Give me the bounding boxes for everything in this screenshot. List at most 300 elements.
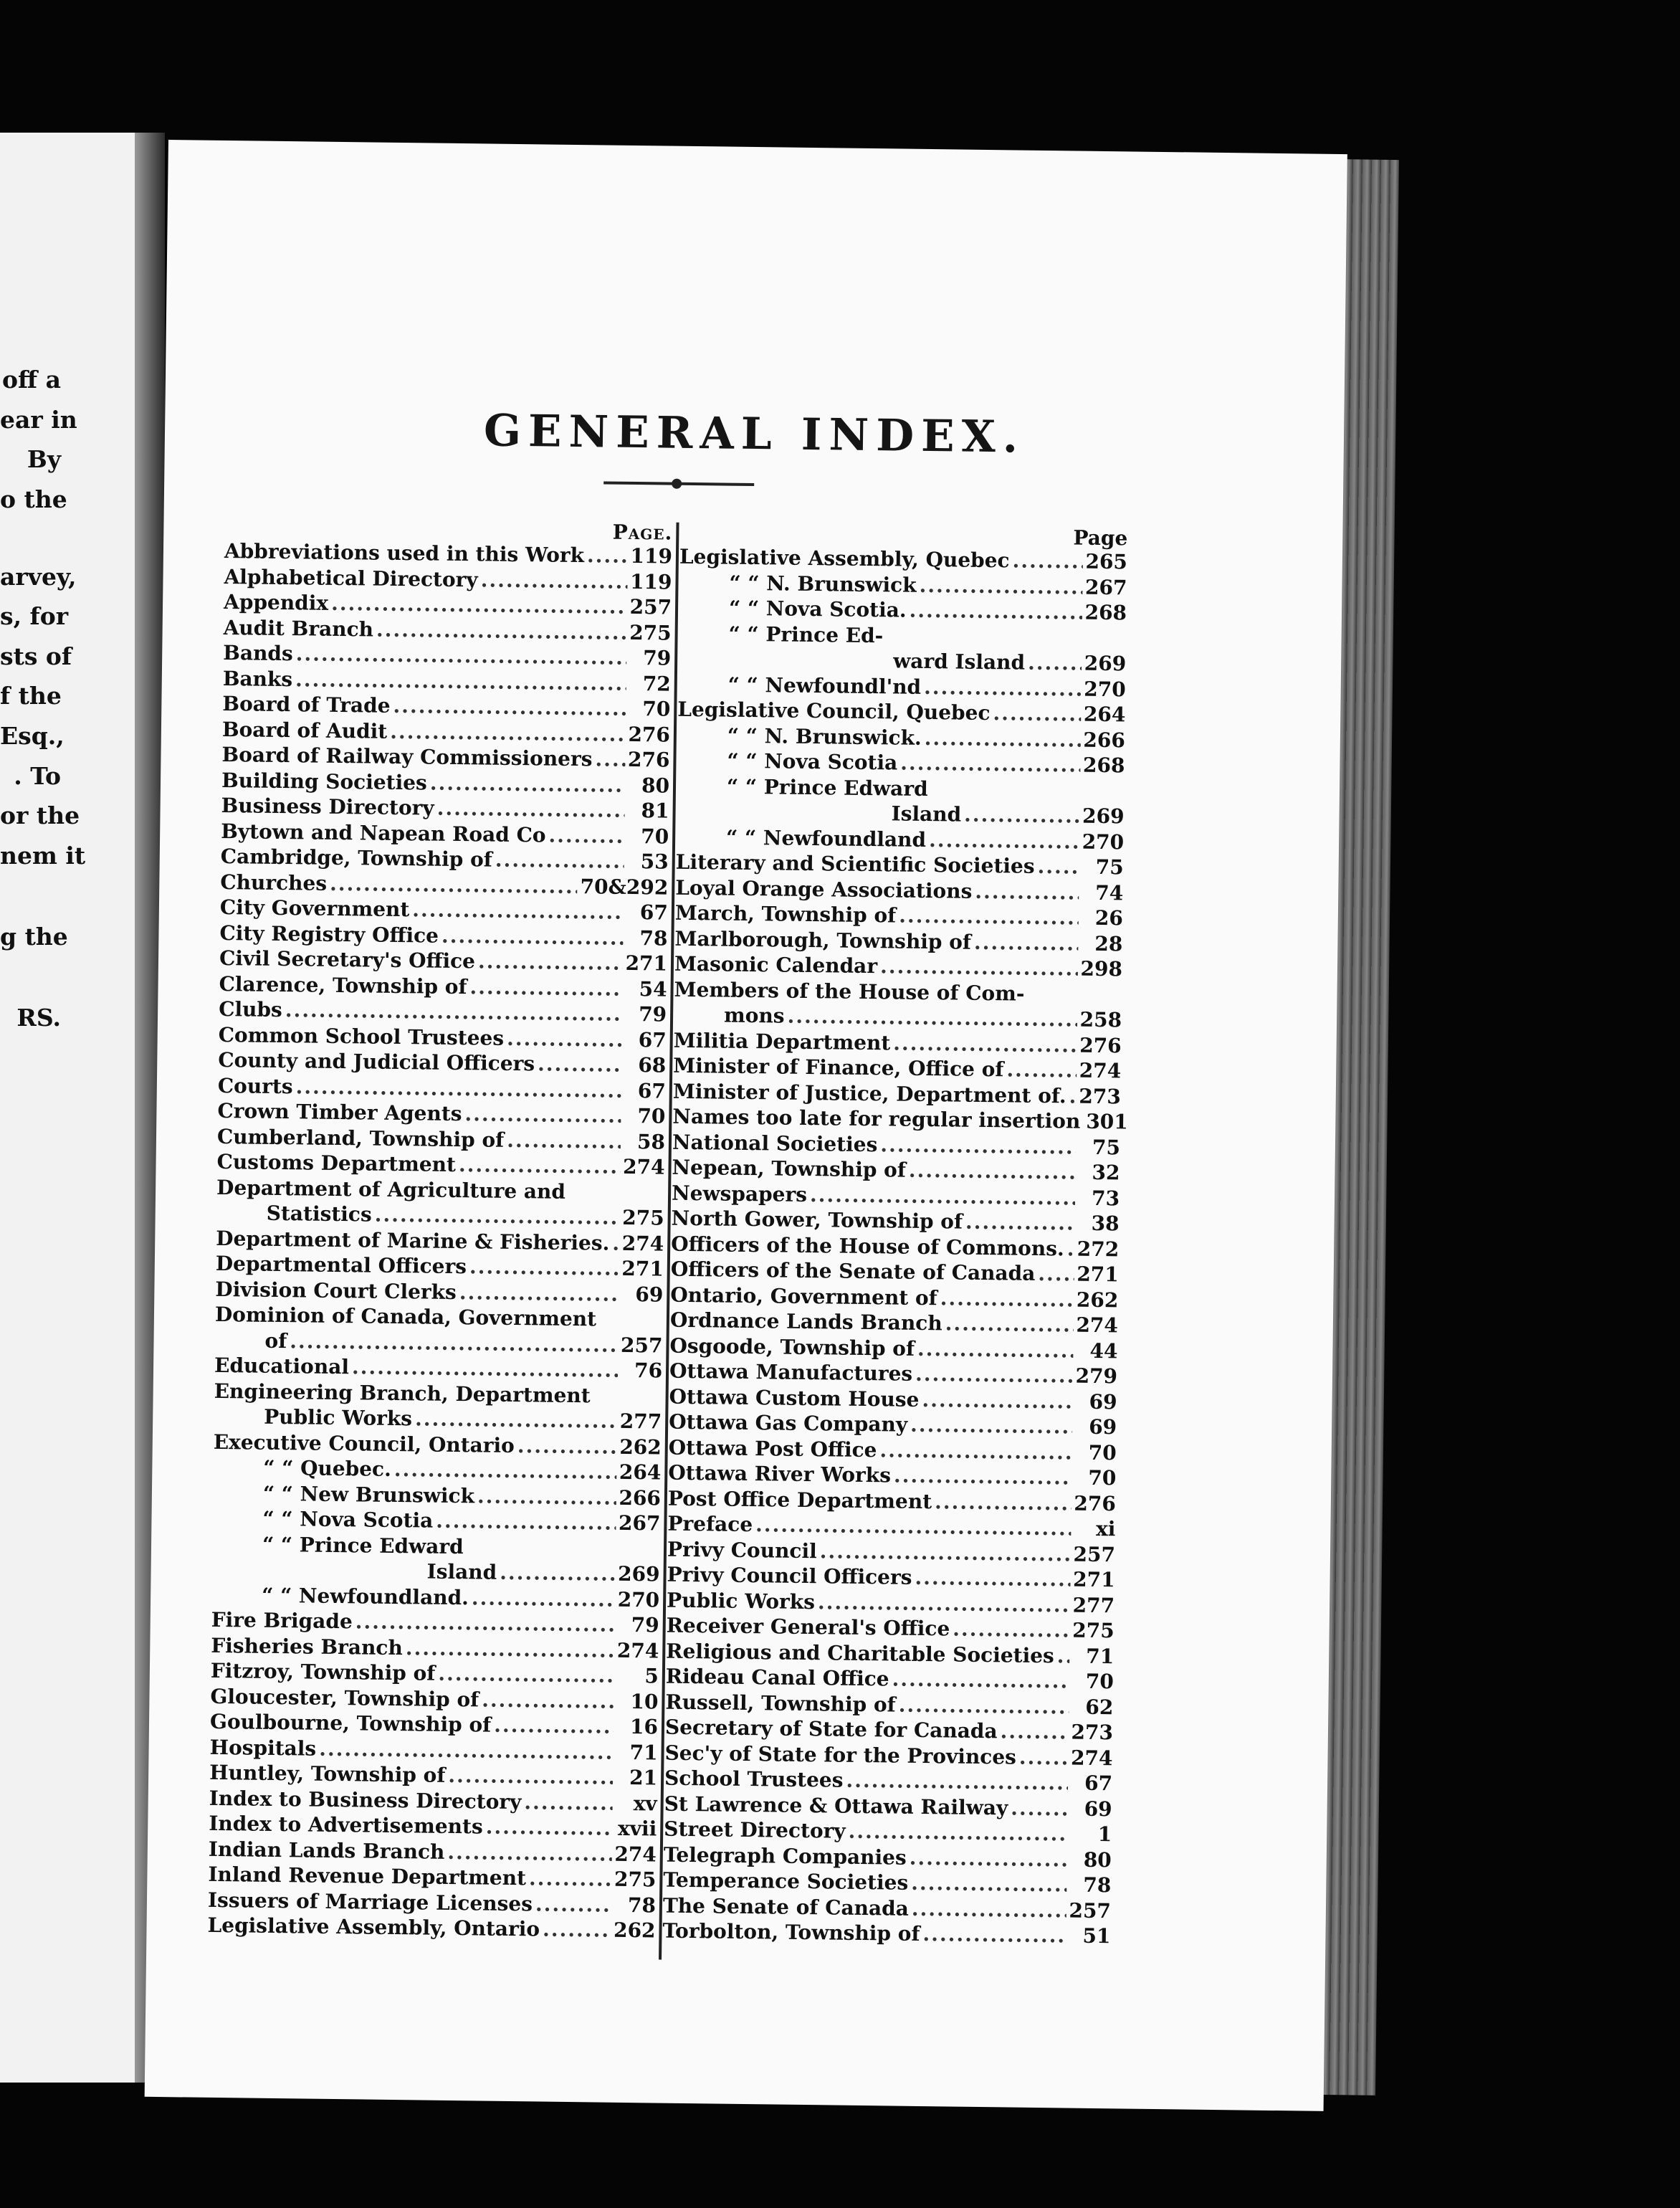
leader-dots (922, 1921, 1066, 1948)
leader-dots (818, 1589, 1070, 1618)
leader-dots (1019, 1744, 1069, 1770)
index-entry-title: Business Directory (221, 793, 434, 820)
index-entry-page: 258 (1079, 1007, 1122, 1032)
leader-dots (595, 746, 625, 772)
leader-dots (1057, 1643, 1070, 1669)
index-entry-title: Religious and Charitable Societies (666, 1639, 1054, 1667)
leader-dots (352, 1354, 619, 1383)
leader-dots (1006, 1057, 1077, 1083)
leader-dots (915, 1361, 1073, 1389)
leader-dots (469, 974, 622, 1001)
leader-dots (1028, 650, 1082, 676)
leader-dots (538, 1051, 622, 1077)
index-entry-page: 67 (1084, 1771, 1113, 1796)
index-entry-page: 1 (1097, 1822, 1112, 1847)
leader-dots (478, 948, 623, 976)
index-entry-title: Privy Council (667, 1537, 817, 1563)
index-entry-title: Index to Advertisements (209, 1811, 483, 1839)
index-entry-title: Common School Trustees (218, 1022, 505, 1050)
index-entry-title: Minister of Finance, Office of (673, 1053, 1004, 1082)
leader-dots (319, 1736, 614, 1765)
index-entry-page: 277 (1072, 1593, 1115, 1617)
index-entry-title: Newspapers (671, 1181, 808, 1207)
leader-dots (820, 1538, 1071, 1567)
index-entry-title: Division Court Clerks (215, 1277, 457, 1304)
index-entry-title: “ “ N. Brunswick. (727, 723, 922, 750)
index-entry-title: Public Works (264, 1404, 413, 1431)
leader-dots (924, 674, 1082, 701)
index-entry-page: 53 (640, 850, 669, 874)
leader-dots (394, 1457, 616, 1485)
left-page-fragment: o the (0, 485, 67, 513)
index-entry-page: 70 (1088, 1465, 1117, 1490)
index-entry-title: Members of the House of Com- (674, 977, 1025, 1006)
index-entry-title: Sec'y of State for the Provinces (664, 1741, 1017, 1769)
index-entry-page: 69 (1088, 1414, 1117, 1440)
leader-dots (406, 1635, 614, 1663)
index-entry-title: Receiver General's Office (666, 1613, 950, 1641)
index-entry-title: City Registry Office (219, 920, 439, 948)
leader-dots (945, 1310, 1073, 1338)
index-entry-page: 70 (637, 1104, 666, 1128)
index-entry-title: Board of Audit (221, 717, 388, 743)
leader-dots (355, 1609, 615, 1637)
index-entry-page: 275 (1072, 1618, 1115, 1643)
index-entry-page: 275 (614, 1867, 657, 1892)
index-entry-page: 276 (1079, 1033, 1122, 1057)
left-page-fragment: off a (2, 366, 61, 394)
index-entry-title: Privy Council Officers (667, 1562, 912, 1589)
leader-dots (925, 725, 1081, 752)
leader-dots (412, 897, 624, 925)
index-entry-title: Ottawa River Works (668, 1460, 892, 1488)
index-entry-title: Post Office Department (667, 1486, 932, 1513)
index-entry-page: 274 (1070, 1746, 1113, 1770)
leader-dots (929, 827, 1079, 855)
index-entry-title: Island (426, 1559, 497, 1584)
index-entry-page: 44 (1089, 1338, 1118, 1363)
index-entry-page: 51 (1082, 1923, 1111, 1948)
index-column-left (207, 517, 672, 1943)
leader-dots (482, 1687, 614, 1714)
index-entry-title: Ottawa Manufactures (669, 1358, 913, 1386)
leader-dots (285, 997, 623, 1027)
leader-dots (295, 667, 626, 696)
index-entry-title: Literary and Scientific Societies (675, 850, 1035, 878)
leader-dots (965, 1209, 1075, 1236)
leader-dots (993, 700, 1081, 727)
index-entry-page: 268 (1082, 753, 1125, 778)
leader-dots (612, 1230, 619, 1256)
index-entry-page: 276 (627, 747, 670, 772)
index-entry-title: “ “ Prince Edward (726, 774, 928, 801)
index-entry-title: Torbolton, Township of (662, 1918, 920, 1946)
leader-dots (486, 1814, 613, 1842)
index-entry-title: Banks (222, 666, 293, 691)
leader-dots (548, 822, 624, 849)
index-entry-page: 62 (1085, 1695, 1114, 1719)
left-page-fragment: f the (0, 682, 62, 710)
leader-dots (900, 751, 1080, 779)
index-entry-title: Ordnance Lands Branch (669, 1308, 942, 1336)
leader-dots (415, 1406, 617, 1434)
leader-dots (543, 1917, 611, 1943)
index-entry-title: Legislative Assembly, Quebec (679, 544, 1010, 573)
index-entry-page: 257 (620, 1333, 663, 1358)
leader-dots (964, 802, 1079, 829)
index-entry-page: 67 (639, 900, 669, 925)
index-entry-title: Clarence, Township of (219, 971, 467, 999)
leader-dots (912, 1895, 1066, 1923)
index-entry-page: 264 (619, 1460, 662, 1485)
left-page-fragment: By (27, 445, 61, 473)
index-entry-title: Audit Branch (223, 615, 374, 642)
index-entry-page: 76 (634, 1358, 663, 1383)
index-entry-page: 79 (631, 1613, 659, 1637)
left-neighbour-page (0, 133, 147, 2083)
leader-dots (438, 1661, 614, 1688)
leader-dots (917, 1336, 1074, 1363)
index-entry-page: 274 (616, 1638, 659, 1663)
index-entry-title: Public Works (666, 1588, 816, 1614)
index-entry-page: 257 (629, 594, 672, 619)
leader-dots (1000, 1718, 1068, 1745)
index-entry-page: 265 (1085, 549, 1128, 574)
index-entry-page: 70 (1088, 1440, 1117, 1465)
index-entry-page: 54 (639, 976, 667, 1001)
index-entry-page: xv (633, 1791, 657, 1816)
index-entry-title: Engineering Branch, Department (214, 1379, 591, 1407)
index-entry-page: 16 (629, 1715, 659, 1739)
index-entry-title: Telegraph Companies (663, 1842, 907, 1870)
leader-dots (587, 543, 628, 568)
index-entry-title: Rideau Canal Office (665, 1664, 889, 1691)
leader-dots (922, 1386, 1073, 1414)
index-entry-title: Alphabetical Directory (224, 564, 478, 591)
index-entry-title: Osgoode, Township of (669, 1333, 915, 1361)
index-entry-page: 71 (1086, 1644, 1115, 1668)
index-entry-page: 21 (629, 1766, 658, 1790)
index-entry-title: Department of Agriculture and (216, 1175, 566, 1204)
index-entry-title: “ “ New Brunswick (262, 1481, 475, 1508)
index-entry-title: National Societies (672, 1130, 878, 1156)
index-entry-page: 5 (644, 1664, 659, 1688)
index-entry-title: Ottawa Post Office (668, 1435, 877, 1462)
index-entry (207, 1913, 655, 1943)
index-entry-page: 262 (1076, 1288, 1119, 1312)
index-entry-page: 274 (614, 1842, 657, 1866)
index-entry-page: 267 (1084, 575, 1127, 599)
left-page-fragment: Esq., (0, 722, 65, 750)
index-entry-page: 274 (622, 1154, 665, 1179)
leader-dots (495, 847, 624, 875)
leader-dots (894, 1463, 1072, 1491)
left-page-fragment: g the (0, 923, 68, 951)
leader-dots (529, 1865, 611, 1892)
leader-dots (464, 1101, 621, 1128)
index-entry-title: Secretary of State for Canada (664, 1715, 998, 1743)
index-entry-page: 269 (1084, 651, 1127, 676)
index-entry-page: 38 (1091, 1211, 1120, 1236)
index-entry-title: “ “ Newfoundland. (262, 1583, 469, 1609)
index-entry-title: Hospitals (209, 1735, 317, 1761)
index-entry-title: Inland Revenue Department (208, 1862, 527, 1890)
index-entry-title: St Lawrence & Ottawa Railway (664, 1791, 1008, 1819)
index-entry-title: Board of Railway Commissioners (221, 742, 593, 771)
index-entry-page: 71 (629, 1740, 658, 1765)
index-entry-title: “ “ Nova Scotia. (728, 596, 907, 622)
index-entry-title: Ontario, Government of (670, 1283, 937, 1310)
index-entry-page: 10 (630, 1689, 659, 1714)
leader-dots (909, 598, 1082, 625)
leader-dots (524, 1789, 613, 1816)
index-entry-title: Marlborough, Township of (674, 926, 972, 954)
index-entry-page: 276 (1074, 1491, 1117, 1515)
index-entry-title: Bands (223, 640, 293, 666)
index-entry-page: 262 (619, 1434, 662, 1460)
index-entry-title: Executive Council, Ontario (213, 1429, 515, 1457)
leader-dots (494, 1713, 614, 1740)
index-entry-page: 270 (1082, 829, 1125, 854)
leader-dots (1066, 1236, 1074, 1262)
index-entry-title: Names too late for regular insertion (672, 1104, 1081, 1133)
index-entry-page: 70 (642, 697, 671, 721)
index-entry-title: Russell, Township of (665, 1690, 896, 1717)
leader-dots (459, 1280, 619, 1307)
index-entry-title: Indian Lands Branch (208, 1837, 445, 1864)
index-entry-title: “ “ Newfoundl'nd (727, 672, 922, 699)
leader-dots (390, 718, 626, 747)
leader-dots (919, 572, 1082, 599)
index-entry-page: 78 (627, 1893, 657, 1917)
leader-dots (910, 1845, 1067, 1872)
leader-dots (376, 617, 627, 645)
index-entry-page: 274 (1079, 1058, 1122, 1083)
index-entry-page (1083, 797, 1125, 798)
leader-dots (430, 770, 626, 798)
index-entry-title: Churches (220, 870, 328, 895)
index-entry-title: Appendix (223, 589, 329, 615)
index-entry-page: 69 (1084, 1797, 1112, 1821)
left-page-fragment: sts of (0, 642, 72, 670)
leader-dots (975, 878, 1079, 905)
index-entry (662, 1918, 1110, 1949)
index-entries-right (662, 544, 1127, 1949)
index-entry-page: 266 (619, 1485, 662, 1510)
index-entry-title: March, Township of (674, 900, 897, 928)
index-entry-title: City Government (219, 895, 410, 922)
leader-dots (296, 641, 627, 670)
index-entry-page: 79 (638, 1002, 667, 1027)
index-entry-title: Courts (217, 1073, 293, 1098)
index-entry-page: 58 (636, 1129, 666, 1154)
index-entry-page: 262 (613, 1918, 656, 1943)
leader-dots (911, 1870, 1067, 1898)
leader-dots (1069, 1083, 1076, 1109)
index-entry-title: Abbreviations used in this Work (224, 538, 585, 568)
leader-dots (393, 693, 626, 721)
index-entry-title: Fitzroy, Township of (210, 1658, 436, 1685)
index-entry-page: 119 (629, 569, 672, 594)
index-entry-page: 269 (1082, 804, 1125, 829)
index-entry-title: Departmental Officers (215, 1251, 467, 1279)
leader-dots (953, 1617, 1069, 1643)
index-entry-page: 267 (618, 1510, 661, 1536)
leader-dots (459, 1152, 621, 1179)
index-entry-page: 74 (1095, 880, 1124, 905)
index-entry-page: 80 (1083, 1847, 1112, 1872)
index-entry-title: Temperance Societies (663, 1867, 909, 1895)
index-entry-page: 275 (622, 1205, 664, 1230)
index-entry-title: Bytown and Napean Road Co (221, 819, 546, 847)
index-entry-title: Preface (667, 1511, 753, 1537)
index-entry-page: 69 (635, 1282, 664, 1307)
index-entry-page: 301 (1086, 1109, 1128, 1134)
index-column-right (662, 523, 1127, 1949)
index-entry-page: 271 (1072, 1567, 1115, 1592)
leader-dots (436, 1508, 616, 1536)
left-page-fragment: . To (14, 762, 61, 790)
index-entries-left (207, 538, 672, 1943)
index-entry-title: Gloucester, Township of (210, 1684, 479, 1711)
index-entry-title: of (264, 1328, 287, 1353)
index-entry-title: Cumberland, Township of (216, 1124, 505, 1152)
leader-dots (810, 1182, 1075, 1211)
index-entry-page (619, 1555, 660, 1556)
leader-dots (295, 1074, 621, 1103)
index-entry-page: 277 (619, 1409, 662, 1434)
index-entry-title: ward Island (892, 649, 1026, 675)
index-entry-page: 67 (638, 1027, 667, 1052)
leader-dots (899, 1692, 1069, 1719)
leader-dots (899, 903, 1079, 931)
index-entry-page: 69 (1089, 1389, 1117, 1414)
index-entry-page: 270 (1084, 677, 1126, 701)
index-entry-page: 26 (1094, 905, 1124, 931)
index-entry-page: 271 (1077, 1262, 1119, 1287)
index-page (145, 140, 1347, 2111)
leader-dots (331, 591, 627, 620)
index-entry-page: 32 (1092, 1160, 1120, 1185)
index-entry-title: “ “ Nova Scotia (262, 1506, 434, 1533)
index-entry-title: Department of Marine & Fisheries. (216, 1226, 610, 1255)
index-entry-title: Fire Brigade (211, 1607, 353, 1634)
index-entry-title: North Gower, Township of (671, 1206, 963, 1234)
leader-dots (915, 1565, 1070, 1592)
leader-dots (880, 1132, 1076, 1160)
index-entry-page: xvii (617, 1816, 657, 1841)
index-entry-page: 257 (1073, 1542, 1116, 1566)
leader-dots (1037, 854, 1079, 880)
index-entry-page: 79 (643, 646, 672, 670)
index-entry-page: 257 (1069, 1898, 1112, 1923)
leader-dots (1012, 548, 1082, 574)
index-entry-page (1084, 644, 1126, 645)
left-page-fragment: or the (0, 801, 80, 829)
index-entry-page (621, 1402, 662, 1403)
index-entry-title: Customs Department (216, 1149, 457, 1177)
column-heading-left: Page. (612, 520, 673, 545)
index-entry-page: 273 (1079, 1084, 1121, 1108)
leader-dots (1038, 1261, 1074, 1287)
leader-dots (1011, 1795, 1068, 1821)
index-entry-page: xi (1095, 1516, 1116, 1541)
left-page-fragment: ear in (0, 406, 77, 434)
index-entry-page: 28 (1094, 931, 1123, 956)
left-page-fragment: nem it (0, 842, 86, 870)
leader-dots (290, 1328, 618, 1358)
index-entry-title: Ottawa Custom House (669, 1384, 920, 1412)
index-entry-title: Militia Department (673, 1028, 891, 1055)
leader-dots (517, 1433, 617, 1460)
index-entry-title: Statistics (266, 1201, 372, 1227)
index-entry-page (621, 1326, 663, 1327)
page-title: GENERAL INDEX. (483, 405, 1026, 463)
index-entry-title: The Senate of Canada (662, 1893, 910, 1921)
index-entry-title: “ “ Newfoundland (725, 825, 927, 852)
index-entry-title: School Trustees (664, 1766, 844, 1792)
index-entry-title: “ “ Quebec. (263, 1455, 392, 1481)
leader-dots (375, 1202, 620, 1231)
index-entry-page: 81 (641, 799, 669, 823)
left-page-fragment: s, for (0, 602, 69, 630)
leader-dots (480, 567, 627, 594)
index-entry-title: “ “ Prince Ed- (728, 622, 884, 647)
index-entry-page: 274 (621, 1231, 664, 1256)
index-entry-title: Legislative Council, Quebec (677, 697, 991, 725)
index-entry-title: Officers of the Senate of Canada (670, 1257, 1036, 1285)
leader-dots (846, 1768, 1068, 1796)
index-entry-page: 70 (641, 824, 669, 849)
leader-dots (447, 1839, 611, 1866)
leader-dots (787, 1004, 1077, 1032)
index-entry-page: 70 (1085, 1669, 1115, 1694)
index-entry-title: Dominion of Canada, Government (214, 1302, 597, 1331)
leader-dots (909, 1158, 1076, 1185)
index-entry-title: Ottawa Gas Company (669, 1409, 908, 1437)
index-entry-page: 119 (630, 543, 673, 568)
index-entry-title: Civil Secretary's Office (219, 946, 476, 974)
index-entry-page: 274 (1076, 1313, 1119, 1338)
index-entry-title: Issuers of Marriage Licenses (207, 1888, 533, 1916)
leader-dots (880, 953, 1078, 981)
index-entry-title: Goulbourne, Township of (209, 1709, 492, 1737)
index-entry-page: 271 (621, 1256, 664, 1281)
index-entry-title: “ “ Nova Scotia (727, 748, 898, 775)
index-entry-title: Huntley, Township of (209, 1760, 446, 1787)
leader-dots (910, 1412, 1073, 1440)
leader-dots (442, 923, 624, 951)
leader-dots (507, 1025, 622, 1052)
leader-dots (477, 1483, 616, 1510)
index-entry-page: 67 (637, 1078, 667, 1103)
index-entry-title: “ “ N. Brunswick (729, 571, 917, 597)
index-entry-page: 70&292 (580, 874, 669, 900)
index-entry-title: Building Societies (221, 768, 428, 794)
leader-dots (935, 1489, 1072, 1516)
leader-dots (848, 1819, 1067, 1847)
leader-dots (469, 1254, 619, 1281)
leader-dots (507, 1127, 621, 1153)
index-entry-page: 270 (617, 1587, 660, 1612)
leader-dots (535, 1891, 611, 1918)
index-entry-title: Loyal Orange Associations (675, 875, 973, 903)
leader-dots (500, 1560, 615, 1586)
leader-dots (893, 1030, 1077, 1058)
column-heading-right: Page (1073, 525, 1128, 551)
index-entry-page: 279 (1075, 1364, 1118, 1389)
index-entry-title: Index to Business Directory (209, 1786, 522, 1814)
